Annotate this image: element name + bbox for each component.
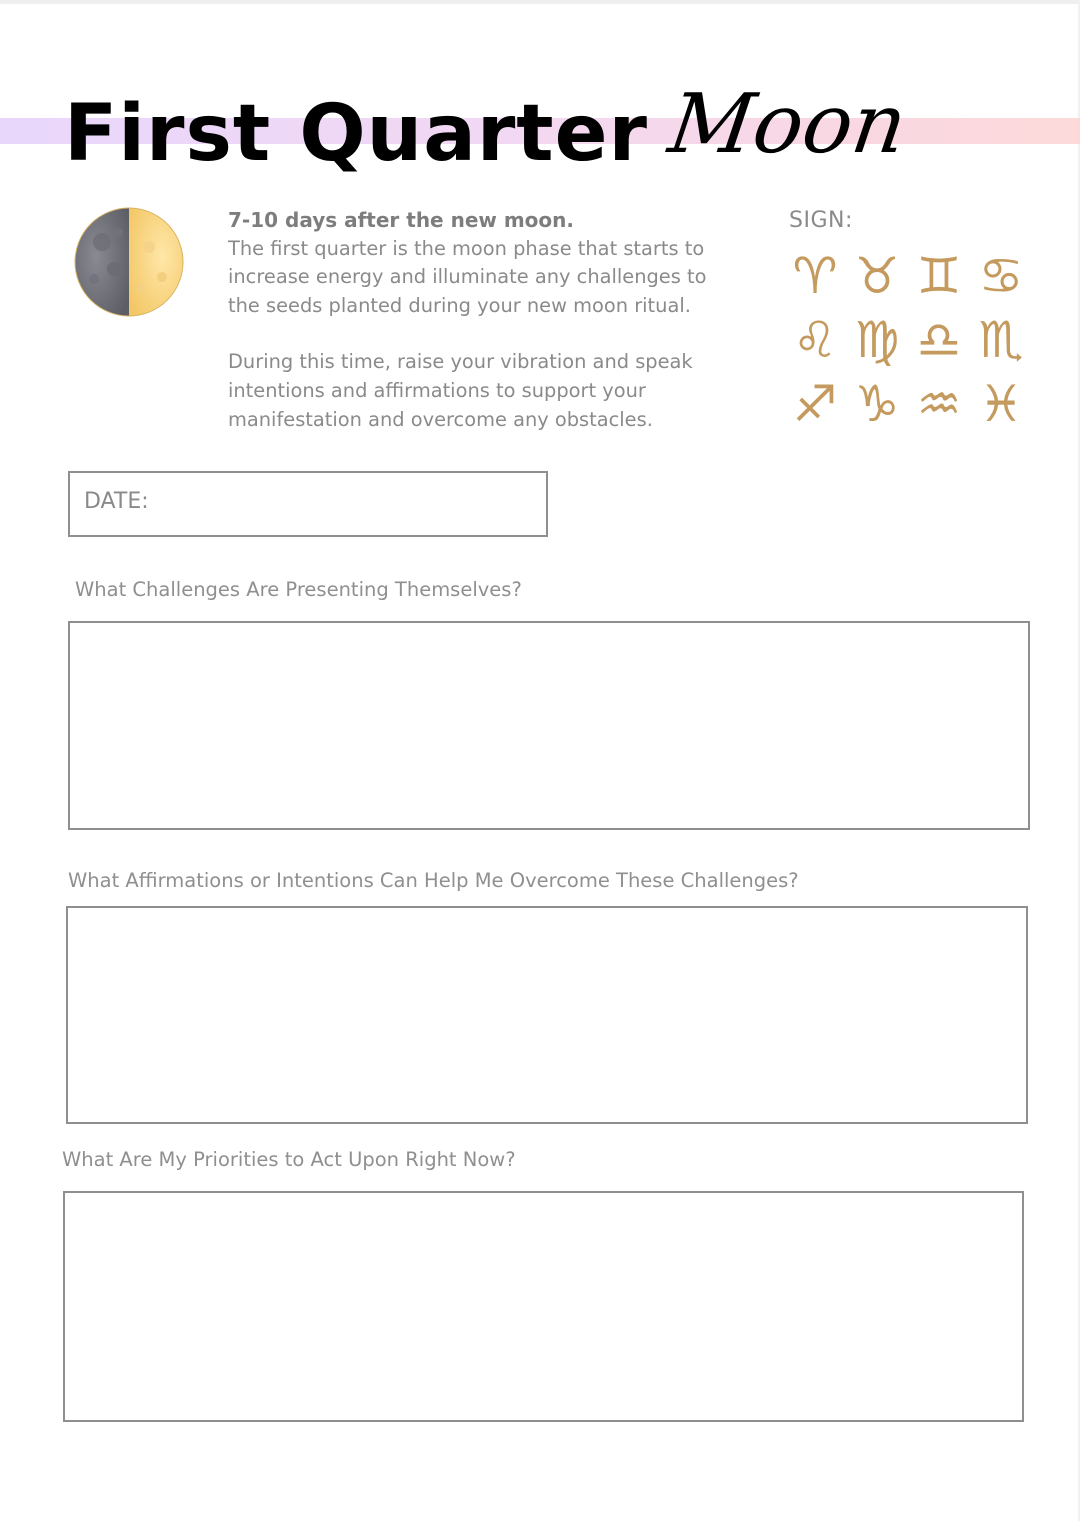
cancer-icon[interactable]: ♋ (978, 247, 1024, 305)
sagittarius-icon[interactable]: ♐ (792, 375, 838, 433)
intro-text (228, 206, 728, 434)
taurus-icon[interactable]: ♉ (854, 247, 900, 305)
page-title-script: Moon (663, 77, 913, 172)
gemini-icon[interactable]: ♊ (916, 247, 962, 305)
intro-line: intentions and affirmations to support your (228, 378, 646, 402)
intro-paragraph-1 (228, 235, 728, 321)
aquarius-icon[interactable]: ♒ (916, 375, 962, 433)
intro-line: increase energy and illuminate any challenges to (228, 265, 707, 289)
first-quarter-moon-icon (74, 207, 184, 317)
top-divider (0, 0, 1080, 4)
page-title: First Quarter (64, 89, 648, 179)
leo-icon[interactable]: ♌ (792, 311, 838, 369)
capricorn-icon[interactable]: ♑ (854, 375, 900, 433)
intro-line: the seeds planted during your new moon ritual. (228, 293, 691, 317)
date-label: DATE: (84, 489, 149, 514)
intro-line: manifestation and overcome any obstacles. (228, 407, 653, 431)
question-3-label: What Are My Priorities to Act Upon Right Now? (62, 1148, 516, 1171)
scorpio-icon[interactable]: ♏ (978, 311, 1024, 369)
question-2-answer-box[interactable] (66, 906, 1028, 1124)
date-field[interactable] (68, 471, 548, 537)
libra-icon[interactable]: ♎ (916, 311, 962, 369)
sign-label: SIGN: (789, 208, 853, 233)
question-1-answer-box[interactable] (68, 621, 1030, 830)
question-2-label: What Affirmations or Intentions Can Help Me Overcome These Challenges? (68, 869, 799, 892)
intro-line: The first quarter is the moon phase that starts to (228, 236, 705, 260)
virgo-icon[interactable]: ♍ (854, 311, 900, 369)
question-1-label: What Challenges Are Presenting Themselves? (75, 578, 522, 601)
question-3-answer-box[interactable] (63, 1191, 1024, 1422)
intro-heading: 7-10 days after the new moon. (228, 208, 574, 232)
aries-icon[interactable]: ♈ (792, 247, 838, 305)
intro-line: During this time, raise your vibration and speak (228, 350, 693, 374)
intro-paragraph-2 (228, 348, 728, 434)
pisces-icon[interactable]: ♓ (978, 375, 1024, 433)
zodiac-sign-grid (784, 246, 1040, 432)
